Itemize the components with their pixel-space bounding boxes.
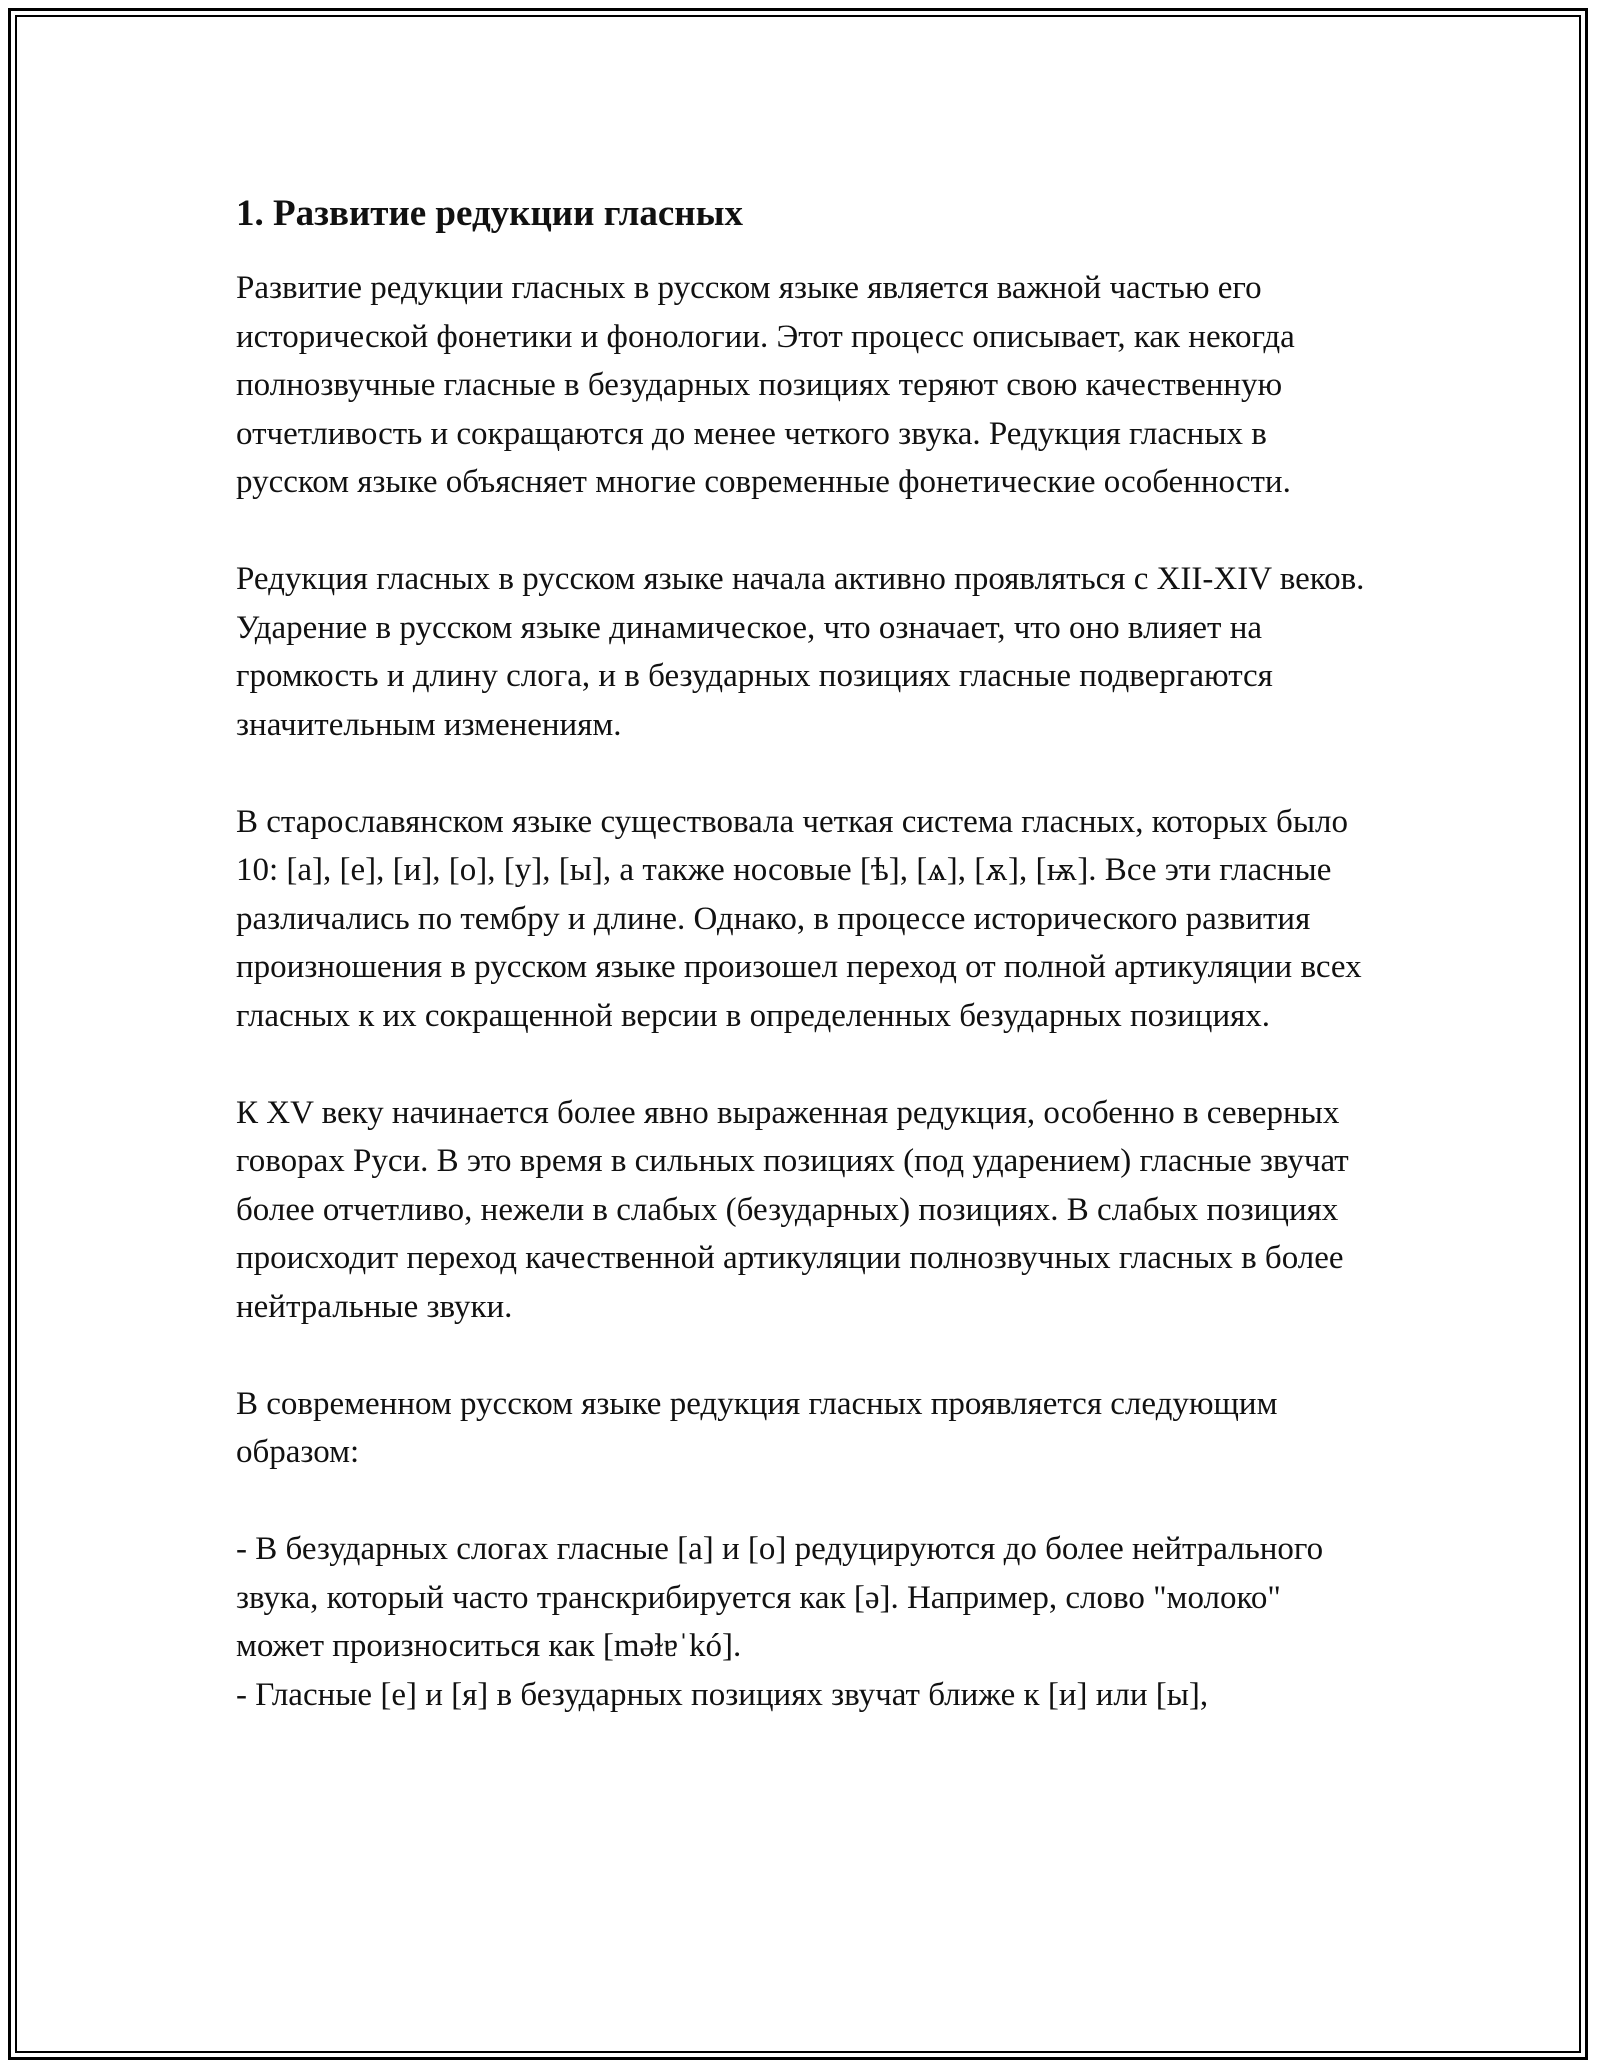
list-item: - В безударных слогах гласные [а] и [о] редуцируются до более нейтрального звука, который часто транскрибируется как [ə]. Например, слово "молоко" может произноситься как [məɫɐˈkó]. [236,1531,1324,1664]
paragraph-xv-century: К XV веку начинается более явно выраженная редукция, особенно в северных говорах Руси. В это время в сильных позициях (под ударением) гласные звучат более отчетливо, нежели в слабых (безударных) позициях. В слабых позициях происходит переход качественной артикуляции полнозвучных гласных в более нейтральные звуки. [236,1094,1349,1325]
list-item: - Гласные [е] и [я] в безударных позициях звучат ближе к [и] или [ы], [236,1676,1209,1713]
paragraph-old-slavonic: В старославянском языке существовала четкая система гласных, которых было 10: [а], [е], [и], [о], [у], [ы], а также носовые [ѣ], [ѧ], [ѫ], [ѭ]. Все эти гласные различались по тембру и длине. Однако, в процессе исторического развития произношения в русском языке произошел переход от полной артикуляции всех гласных к их сокращенной версии в определенных безударных позициях. [236,803,1362,1034]
section-heading: 1. Развитие редукции гласных [236,193,743,234]
document-content [236,186,1376,1719]
reduction-list [236,1525,1376,1719]
paragraph-intro: Развитие редукции гласных в русском языке является важной частью его исторической фонетики и фонологии. Этот процесс описывает, как некогда полнозвучные гласные в безударных позициях теряют свою качественную отчетливость и сокращаются до менее четкого звука. Редукция гласных в русском языке объясняет многие современные фонетические особенности. [236,270,1295,500]
paragraph-modern: В современном русском языке редукция гласных проявляется следующим образом: [236,1385,1278,1470]
paragraph-stress: Редукция гласных в русском языке начала активно проявляться с XII-XIV веков. Ударение в русском языке динамическое, что означает, что оно влияет на громкость и длину слога, и в безударных позициях гласные подвергаются значительным изменениям. [236,561,1365,743]
